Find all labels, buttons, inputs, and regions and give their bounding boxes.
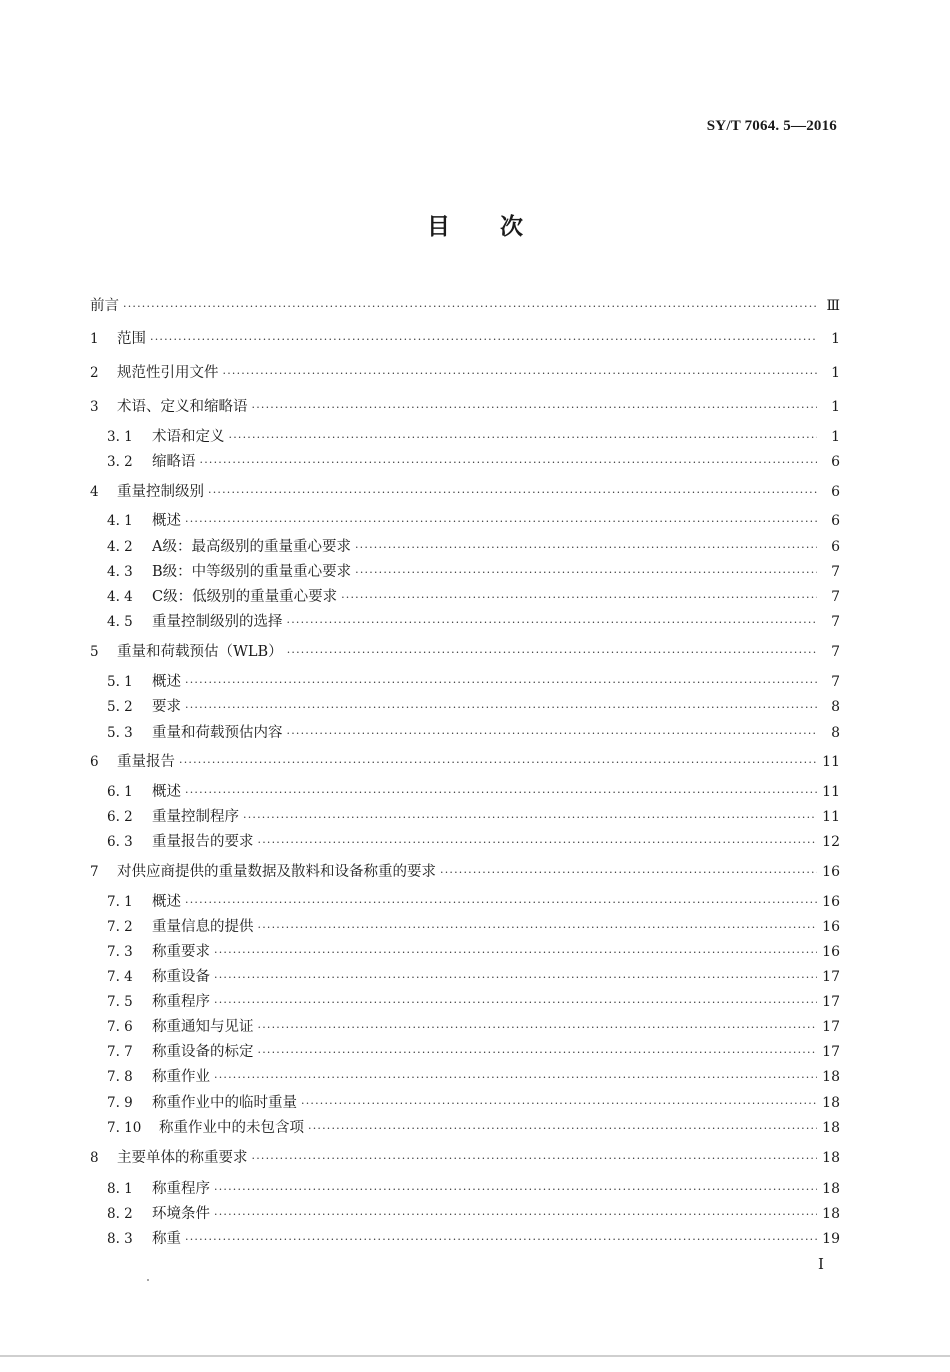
toc-entry[interactable]: [107, 561, 840, 583]
toc-entry-label: 主要单体的称重要求: [117, 1150, 248, 1166]
dot-leader: [214, 967, 817, 989]
dot-leader: [308, 1118, 817, 1140]
toc-entry-label: 称重设备的标定: [152, 1044, 254, 1060]
dot-leader: [214, 1204, 817, 1226]
dot-leader: [341, 587, 817, 609]
dot-leader: [258, 1017, 818, 1039]
toc-entry-label: 概述: [152, 674, 181, 690]
dot-leader: [258, 1042, 818, 1064]
toc-entry[interactable]: [107, 1016, 840, 1038]
toc-entry[interactable]: [107, 1066, 840, 1088]
toc-entry-number: 1: [90, 331, 99, 347]
toc-entry-page: 8: [831, 699, 840, 715]
standard-code: SY/T 7064. 5—2016: [706, 118, 837, 134]
toc-entry-number: 7. 3: [107, 944, 133, 960]
toc-entry[interactable]: [107, 991, 840, 1013]
toc-entry-label: 重量报告的要求: [152, 834, 254, 850]
toc-entry[interactable]: [107, 966, 840, 988]
dot-leader: [355, 562, 817, 584]
toc-entry-number: 7: [90, 864, 99, 880]
toc-entry-number: 2: [90, 365, 99, 381]
toc-entry-page: Ⅲ: [826, 298, 840, 314]
toc-entry-label: B级：中等级别的重量重心要求: [152, 564, 352, 580]
toc-entry-number: 6. 3: [107, 834, 133, 850]
toc-entry-label: A级：最高级别的重量重心要求: [152, 539, 351, 555]
toc-entry-number: 7. 7: [107, 1044, 133, 1060]
toc-entry[interactable]: [107, 1117, 840, 1139]
toc-entry[interactable]: [107, 671, 840, 693]
dot-leader: [214, 1179, 817, 1201]
toc-entry-label: 称重程序: [152, 1181, 210, 1197]
dot-leader: [123, 296, 817, 318]
toc-entry[interactable]: [107, 722, 840, 744]
dot-leader: [208, 482, 817, 504]
dot-leader: [185, 672, 817, 694]
toc-entry-page: 7: [831, 644, 840, 660]
dot-leader: [287, 723, 818, 745]
toc-entry[interactable]: [107, 1178, 840, 1200]
dot-leader: [185, 782, 817, 804]
toc-entry[interactable]: [107, 1092, 840, 1114]
toc-entry-number: 4. 1: [107, 513, 133, 529]
toc-entry[interactable]: [107, 451, 840, 473]
toc-entry-page: 1: [831, 331, 840, 347]
toc-entry-number: 3. 1: [107, 429, 133, 445]
toc-entry[interactable]: [90, 1147, 840, 1169]
dot-leader: [185, 511, 817, 533]
toc-entry-number: 8. 3: [107, 1231, 133, 1247]
toc-entry-label: 称重设备: [152, 969, 210, 985]
toc-entry-number: 3. 2: [107, 454, 133, 470]
toc-entry-label: 称重要求: [152, 944, 210, 960]
dot-leader: [150, 329, 817, 351]
toc-entry-label: 术语、定义和缩略语: [117, 399, 248, 415]
toc-entry-number: 6: [90, 754, 99, 770]
toc-entry[interactable]: [90, 396, 840, 418]
toc-entry-page: 16: [822, 894, 840, 910]
toc-entry-page: 7: [831, 674, 840, 690]
toc-entry-label: 重量控制程序: [152, 809, 239, 825]
toc-entry-page: 6: [831, 539, 840, 555]
toc-entry-page: 11: [822, 754, 840, 770]
toc-entry-page: 8: [831, 725, 840, 741]
toc-entry[interactable]: [107, 510, 840, 532]
toc-entry[interactable]: [90, 641, 840, 663]
toc-entry-number: 8. 2: [107, 1206, 133, 1222]
dot-leader: [258, 917, 818, 939]
toc-entry-page: 1: [831, 365, 840, 381]
toc-entry-label: 环境条件: [152, 1206, 210, 1222]
dot-leader: [287, 612, 818, 634]
toc-entry-page: 17: [822, 994, 840, 1010]
dot-leader: [243, 807, 817, 829]
dot-leader: [223, 363, 818, 385]
toc-entry-number: 7. 1: [107, 894, 133, 910]
toc-entry-number: 6. 1: [107, 784, 133, 800]
toc-entry[interactable]: [107, 696, 840, 718]
toc-entry-label: 称重通知与见证: [152, 1019, 254, 1035]
toc-entry-label: 重量和荷载预估（WLB）: [117, 644, 283, 660]
toc-entry-label: 对供应商提供的重量数据及散料和设备称重的要求: [117, 864, 436, 880]
toc-entry-page: 7: [831, 589, 840, 605]
toc-entry[interactable]: [107, 1203, 840, 1225]
toc-entry[interactable]: [90, 328, 840, 350]
toc-entry-page: 11: [822, 809, 840, 825]
toc-entry-label: 要求: [152, 699, 181, 715]
toc-entry-number: 5. 3: [107, 725, 133, 741]
toc-entry-page: 16: [822, 864, 840, 880]
toc-entry[interactable]: [107, 916, 840, 938]
toc-entry-label: 术语和定义: [152, 429, 225, 445]
toc-title-char-2: 次: [500, 213, 523, 240]
toc-entry-number: 8: [90, 1150, 99, 1166]
toc-entry[interactable]: [90, 861, 840, 883]
toc-entry-label: 称重程序: [152, 994, 210, 1010]
toc-entry-number: 4. 3: [107, 564, 133, 580]
toc-entry[interactable]: [107, 426, 840, 448]
toc-entry-number: 3: [90, 399, 99, 415]
toc-entry-label: 重量信息的提供: [152, 919, 254, 935]
toc-entry[interactable]: [90, 751, 840, 773]
toc-entry-label: C级：低级别的重量重心要求: [152, 589, 338, 605]
toc-entry-page: 17: [822, 1019, 840, 1035]
toc-entry-page: 18: [822, 1206, 840, 1222]
toc-entry-label: 称重作业中的临时重量: [152, 1095, 297, 1111]
toc-entry-label: 称重作业: [152, 1069, 210, 1085]
toc-entry-page: 7: [831, 564, 840, 580]
toc-entry-page: 16: [822, 944, 840, 960]
toc-entry-label: 重量控制级别的选择: [152, 614, 283, 630]
toc-entry-page: 1: [831, 399, 840, 415]
toc-entry-page: 1: [831, 429, 840, 445]
toc-entry[interactable]: [107, 831, 840, 853]
toc-entry-label: 规范性引用文件: [117, 365, 219, 381]
toc-entry[interactable]: [107, 781, 840, 803]
toc-entry[interactable]: [107, 1228, 840, 1250]
toc-entry-number: 4. 5: [107, 614, 133, 630]
dot-leader: [301, 1093, 817, 1115]
toc-entry-label: 概述: [152, 894, 181, 910]
toc-entry-label: 称重: [152, 1231, 181, 1247]
toc-entry-page: 17: [822, 1044, 840, 1060]
toc-entry[interactable]: [107, 941, 840, 963]
toc-entry-page: 6: [831, 484, 840, 500]
toc-entry-page: 7: [831, 614, 840, 630]
toc-entry-page: 18: [822, 1120, 840, 1136]
scan-speck: [147, 1279, 149, 1281]
toc-entry-number: 4. 4: [107, 589, 133, 605]
toc-entry-number: 7. 5: [107, 994, 133, 1010]
toc-entry-number: 6. 2: [107, 809, 133, 825]
toc-entry-page: 6: [831, 454, 840, 470]
toc-entry[interactable]: [107, 586, 840, 608]
toc-entry-label: 重量和荷载预估内容: [152, 725, 283, 741]
dot-leader: [179, 752, 817, 774]
toc-entry[interactable]: [90, 481, 840, 503]
dot-leader: [214, 1067, 817, 1089]
toc-entry[interactable]: [90, 362, 840, 384]
toc-entry-number: 7. 8: [107, 1069, 133, 1085]
dot-leader: [214, 942, 817, 964]
scan-edge-line: [0, 1355, 950, 1357]
toc-entry-number: 5. 1: [107, 674, 133, 690]
toc-entry-page: 6: [831, 513, 840, 529]
toc-entry-label: 概述: [152, 513, 181, 529]
toc-entry-number: 4. 2: [107, 539, 133, 555]
toc-entry-number: 5. 2: [107, 699, 133, 715]
dot-leader: [229, 427, 818, 449]
toc-entry-number: 7. 9: [107, 1095, 133, 1111]
toc-entry-number: 7. 6: [107, 1019, 133, 1035]
toc-entry-number: 4: [90, 484, 99, 500]
toc-entry-number: 5: [90, 644, 99, 660]
dot-leader: [440, 862, 817, 884]
toc-entry-label: 重量控制级别: [117, 484, 204, 500]
toc-entry-page: 11: [822, 784, 840, 800]
toc-entry[interactable]: [107, 536, 840, 558]
dot-leader: [185, 1229, 817, 1251]
dot-leader: [252, 397, 818, 419]
toc-entry-number: 7. 2: [107, 919, 133, 935]
toc-entry-page: 17: [822, 969, 840, 985]
toc-entry[interactable]: [107, 1041, 840, 1063]
toc-entry-page: 12: [822, 834, 840, 850]
toc-entry[interactable]: [107, 806, 840, 828]
toc-entry-number: 7. 4: [107, 969, 133, 985]
toc-entry-label: 称重作业中的未包含项: [159, 1120, 304, 1136]
toc-entry-page: 18: [822, 1095, 840, 1111]
toc-entry[interactable]: [107, 891, 840, 913]
dot-leader: [258, 832, 818, 854]
dot-leader: [185, 892, 817, 914]
dot-leader: [200, 452, 818, 474]
toc-entry-label: 重量报告: [117, 754, 175, 770]
toc-entry-page: 19: [822, 1231, 840, 1247]
toc-entry-number: 7. 10: [107, 1120, 142, 1136]
toc-entry-number: 8. 1: [107, 1181, 133, 1197]
toc-entry-label: 范围: [117, 331, 146, 347]
dot-leader: [185, 697, 817, 719]
toc-entry-page: 16: [822, 919, 840, 935]
toc-title-char-1: 目: [427, 213, 450, 240]
dot-leader: [355, 537, 817, 559]
toc-entry-page: 18: [822, 1069, 840, 1085]
toc-entry-label: 前言: [90, 298, 119, 314]
page-number: I: [818, 1255, 824, 1273]
toc-entry[interactable]: [90, 295, 840, 317]
dot-leader: [252, 1148, 818, 1170]
toc-entry-page: 18: [822, 1181, 840, 1197]
toc-entry-label: 缩略语: [152, 454, 196, 470]
toc-entry-label: 概述: [152, 784, 181, 800]
toc-entry-page: 18: [822, 1150, 840, 1166]
dot-leader: [287, 642, 817, 664]
dot-leader: [214, 992, 817, 1014]
toc-entry[interactable]: [107, 611, 840, 633]
